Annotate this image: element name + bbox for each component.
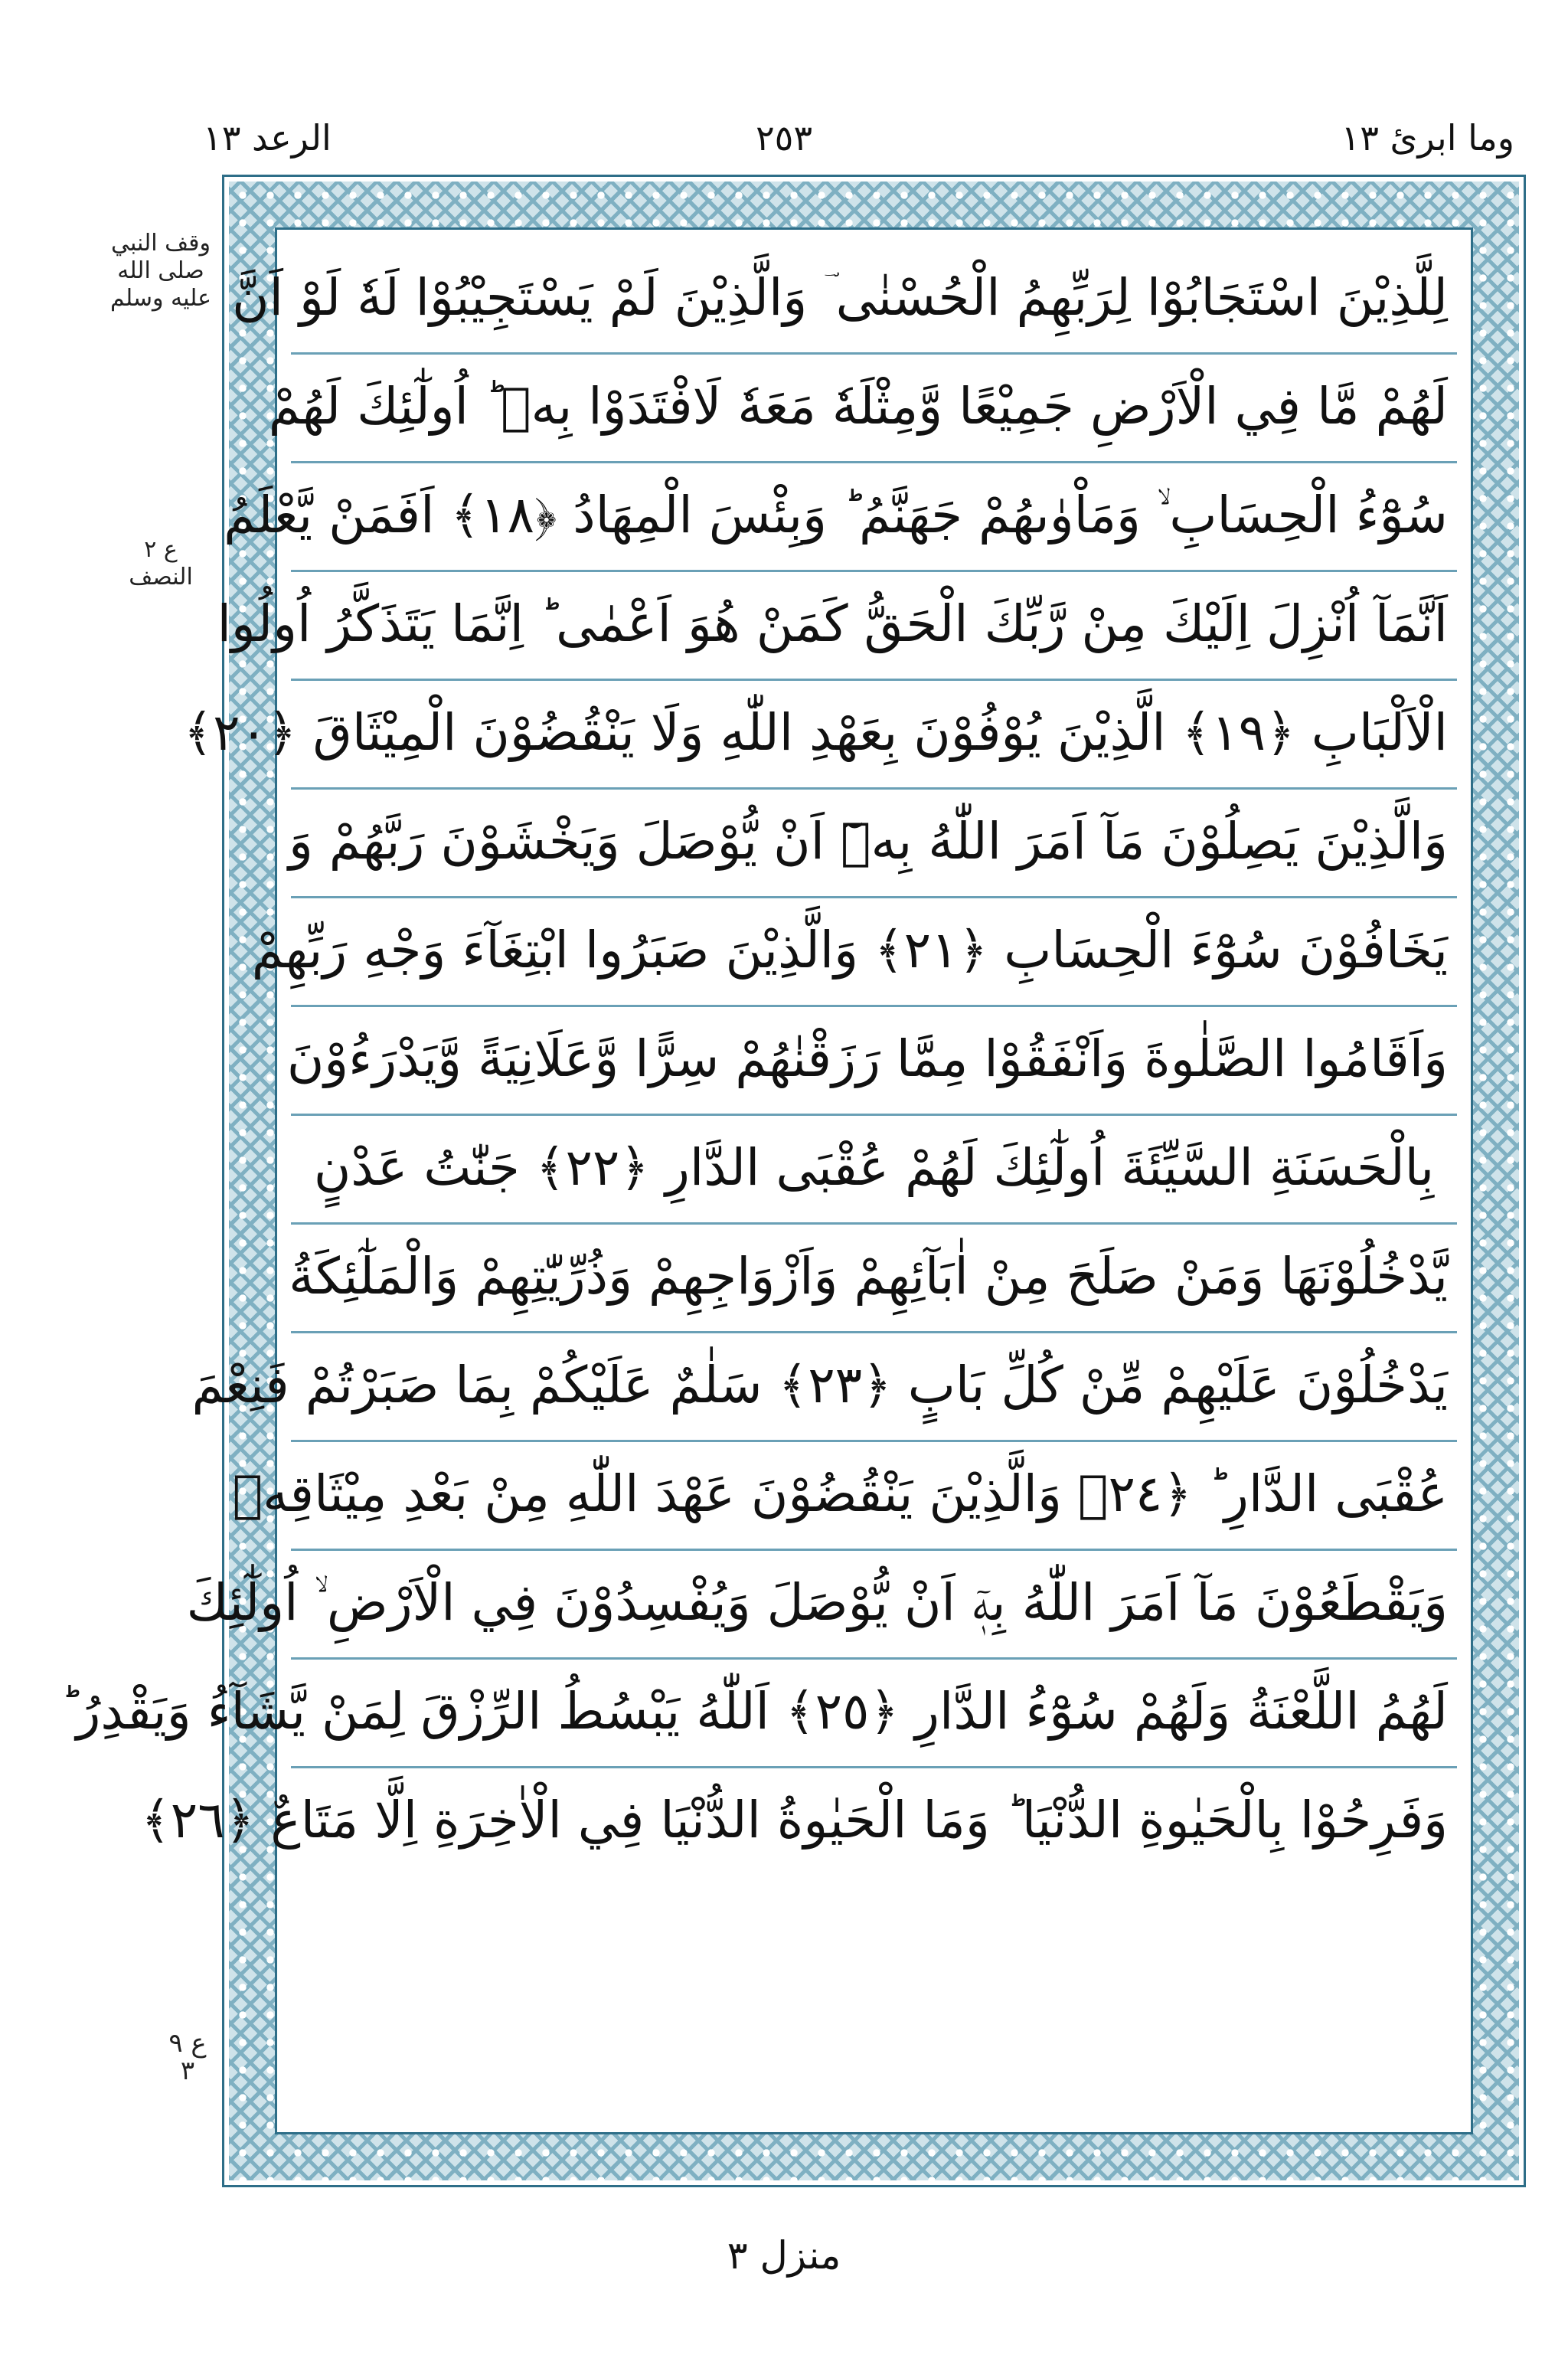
verse-line-7: يَخَافُوْنَ سُوْٓءَ الْحِسَابِ ﴿٢١﴾ وَالَّذِيْنَ صَبَرُوا ابْتِغَآءَ وَجْهِ رَبِّهِمْ [251, 921, 1448, 980]
verse-line-10: يَّدْخُلُوْنَهَا وَمَنْ صَلَحَ مِنْ اٰبَآئِهِمْ وَاَزْوَاجِهِمْ وَذُرِّيّٰتِهِمْ وَالْمَلٰٓئِكَةُ [289, 1247, 1448, 1306]
juz-title: وما ابرئ ١٣ [1341, 117, 1514, 159]
surah-title: الرعد ١٣ [203, 117, 332, 159]
manzil-footer: منزل ٣ [727, 2233, 841, 2278]
verse-line-3: سُوْٓءُ الْحِسَابِ ۙ وَمَاْوٰىهُمْ جَهَنَّمُ ؕ وَبِئْسَ الْمِهَادُ ﴿١٨﴾ اَفَمَنْ يَّعْلَمُ [224, 486, 1448, 545]
verse-line-12: عُقْبَى الدَّارِ ؕ ﴿٢٤﴾ وَالَّذِيْنَ يَنْقُضُوْنَ عَهْدَ اللّٰهِ مِنْ بَعْدِ مِيْثَاقِهٖ [232, 1464, 1448, 1523]
verse-line-2: لَهُمْ مَّا فِي الْاَرْضِ جَمِيْعًا وَّمِثْلَهٗ مَعَهٗ لَافْتَدَوْا بِهٖ ؕ اُولٰٓئِكَ لَهُمْ [268, 377, 1448, 436]
verse-line-11: يَدْخُلُوْنَ عَلَيْهِمْ مِّنْ كُلِّ بَابٍ ﴿٢٣﴾ سَلٰمٌ عَلَيْكُمْ بِمَا صَبَرْتُمْ فَنِعْمَ [191, 1356, 1448, 1415]
verse-line-8: وَاَقَامُوا الصَّلٰوةَ وَاَنْفَقُوْا مِمَّا رَزَقْنٰهُمْ سِرًّا وَّعَلَانِيَةً وَّيَدْرَءُوْنَ [286, 1029, 1448, 1088]
verse-line-4: اَنَّمَآ اُنْزِلَ اِلَيْكَ مِنْ رَّبِّكَ الْحَقُّ كَمَنْ هُوَ اَعْمٰى ؕ اِنَّمَا يَتَذَكَّرُ اُولُوا [217, 594, 1448, 653]
verse-line-14: لَهُمُ اللَّعْنَةُ وَلَهُمْ سُوْٓءُ الدَّارِ ﴿٢٥﴾ اَللّٰهُ يَبْسُطُ الرِّزْقَ لِمَنْ يَّشَآءُ وَيَقْدِرُ ؕ [60, 1682, 1448, 1741]
page-header [0, 107, 1568, 168]
verse-line-1: لِلَّذِيْنَ اسْتَجَابُوْا لِرَبِّهِمُ الْحُسْنٰى ؔ وَالَّذِيْنَ لَمْ يَسْتَجِيْبُوْا لَهٗ لَوْ اَنَّ [232, 268, 1448, 327]
verse-line-13: وَيَقْطَعُوْنَ مَآ اَمَرَ اللّٰهُ بِهٖٓ اَنْ يُّوْصَلَ وَيُفْسِدُوْنَ فِي الْاَرْضِ ۙ اُولٰٓئِكَ [186, 1573, 1448, 1632]
verse-line-6: وَالَّذِيْنَ يَصِلُوْنَ مَآ اَمَرَ اللّٰهُ بِهٖٓ اَنْ يُّوْصَلَ وَيَخْشَوْنَ رَبَّهُمْ وَ [288, 812, 1448, 871]
verse-line-9: بِالْحَسَنَةِ السَّيِّئَةَ اُولٰٓئِكَ لَهُمْ عُقْبَى الدَّارِ ﴿٢٢﴾ جَنّٰتُ عَدْنٍ [313, 1138, 1435, 1197]
margin-note-ruku: ع ٢ النصف [129, 536, 193, 590]
verse-line-15: وَفَرِحُوْا بِالْحَيٰوةِ الدُّنْيَا ؕ وَمَا الْحَيٰوةُ الدُّنْيَا فِي الْاٰخِرَةِ اِلَّا مَتَاعٌ ﴿٢٦﴾ [141, 1791, 1448, 1850]
margin-note-ruku-end: ع ٩ ٣ [168, 2028, 207, 2086]
margin-note-waqf: وقف النبي صلى الله عليه وسلم [109, 230, 212, 312]
page-number: ٢٥٣ [755, 117, 813, 159]
verse-line-5: الْاَلْبَابِ ﴿١٩﴾ الَّذِيْنَ يُوْفُوْنَ بِعَهْدِ اللّٰهِ وَلَا يَنْقُضُوْنَ الْمِيْثَاقَ ﴿٢٠﴾ [183, 703, 1448, 762]
